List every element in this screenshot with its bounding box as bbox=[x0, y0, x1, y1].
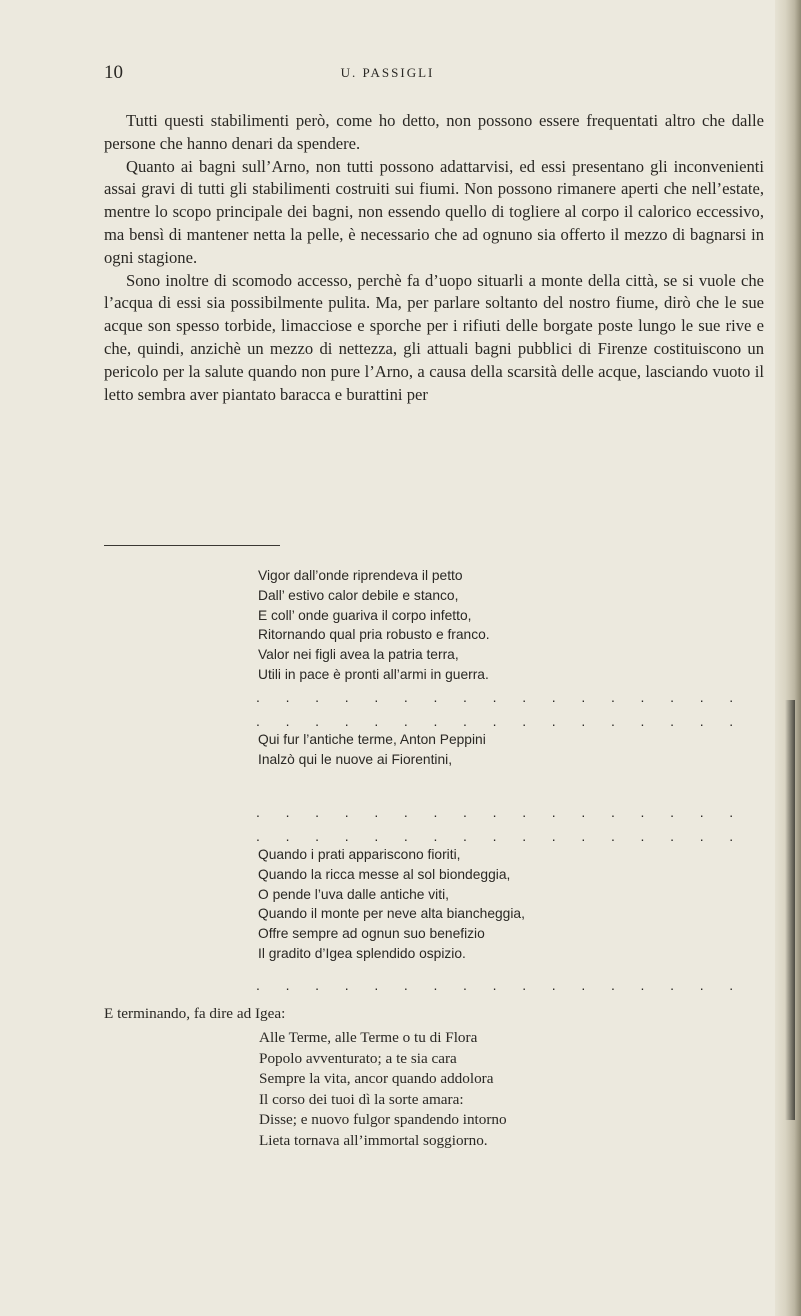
page-header bbox=[0, 62, 775, 86]
ellipsis-row: . . . . . . . . . . . . . . . . . bbox=[256, 828, 745, 844]
verse-line: Quando il monte per neve alta biancheggia, bbox=[258, 906, 525, 922]
paragraph: Quanto ai bagni sull’Arno, non tutti possono adattarvisi, ed essi presentano gli inconvenienti assai gravi di tutti gli stabilimenti costruiti sui fiumi. Non possono rimanere aperti che nell’estate, mentre lo scopo principale dei bagni, non essendo quello di togliere al corpo il calorico eccessivo, ma bensì di mantener netta la pelle, è necessario che ad ognuno sia offerto il mezzo di bagnarsi in ogni stagione. bbox=[104, 156, 764, 267]
verse-line: Disse; e nuovo fulgor spandendo intorno bbox=[259, 1111, 507, 1128]
verse-line: Ritornando qual pria robusto e franco. bbox=[258, 627, 490, 643]
verse-line: Qui fur l’antiche terme, Anton Peppini bbox=[258, 732, 486, 747]
verse-line: Inalzò qui le nuove ai Fiorentini, bbox=[258, 751, 453, 767]
footnote-rule bbox=[104, 545, 280, 546]
closing-intro: E terminando, fa dire ad Igea: bbox=[104, 1005, 286, 1022]
verse-line: Il corso dei tuoi dì la sorte amara: bbox=[259, 1090, 464, 1108]
paragraph: Tutti questi stabilimenti però, come ho detto, non possono essere frequentati altro che dalle persone che hanno denari da spendere. bbox=[104, 111, 764, 153]
verse-line: Il gradito d’Igea splendido ospizio. bbox=[258, 945, 466, 961]
page-number: 10 bbox=[104, 62, 123, 83]
ellipsis-row: . . . . . . . . . . . . . . . . . bbox=[256, 804, 745, 820]
verse-line: O pende l’uva dalle antiche viti, bbox=[258, 886, 449, 902]
running-head: U. PASSIGLI bbox=[340, 65, 435, 80]
page-edge-dark bbox=[785, 700, 795, 1120]
poem-stanza-1 bbox=[258, 566, 490, 685]
ellipsis-row: . . . . . . . . . . . . . . . . . bbox=[256, 689, 745, 705]
verse-line: Alle Terme, alle Terme o tu di Flora bbox=[259, 1029, 478, 1046]
ellipsis-row: . . . . . . . . . . . . . . . . . bbox=[256, 713, 745, 729]
verse-line: Dall’ estivo calor debile e stanco, bbox=[258, 587, 459, 603]
poem-stanza-2 bbox=[258, 730, 486, 770]
verse-line: Vigor dall’onde riprendeva il petto bbox=[258, 568, 463, 583]
body-text bbox=[104, 110, 764, 406]
ellipsis-row: . . . . . . . . . . . . . . . . . bbox=[256, 977, 745, 993]
verse-line: Quando i prati appariscono fioriti, bbox=[258, 847, 461, 862]
verse-line: Valor nei figli avea la patria terra, bbox=[258, 647, 459, 663]
closing-verse bbox=[259, 1028, 507, 1151]
verse-line: Quando la ricca messe al sol biondeggia, bbox=[258, 866, 511, 882]
paragraph: Sono inoltre di scomodo accesso, perchè fa d’uopo situarli a monte della città, se si vuole che l’acqua di essi sia possibilmente pulita. Ma, per parlare soltanto del nostro fiume, dirò che le sue acque son spesso torbide, limacciose e sporche per i rifiuti delle borgate poste lungo le sue rive e che, quindi, anzichè un mezzo di nettezza, gli attuali bagni pubblici di Firenze costituiscono un pericolo per la salute quando non pure l’Arno, a causa della scarsità delle acque, lasciando vuoto il letto sembra aver piantato baracca e burattini per bbox=[104, 270, 764, 404]
verse-line: Lieta tornava all’immortal soggiorno. bbox=[259, 1131, 488, 1149]
verse-line: Offre sempre ad ognun suo benefizio bbox=[258, 926, 485, 942]
poem-stanza-3 bbox=[258, 845, 525, 964]
verse-line: Utili in pace è pronti all’armi in guerra. bbox=[258, 666, 489, 682]
verse-line: Popolo avventurato; a te sia cara bbox=[259, 1049, 457, 1067]
verse-line: E coll’ onde guariva il corpo infetto, bbox=[258, 607, 472, 623]
verse-line: Sempre la vita, ancor quando addolora bbox=[259, 1070, 494, 1087]
